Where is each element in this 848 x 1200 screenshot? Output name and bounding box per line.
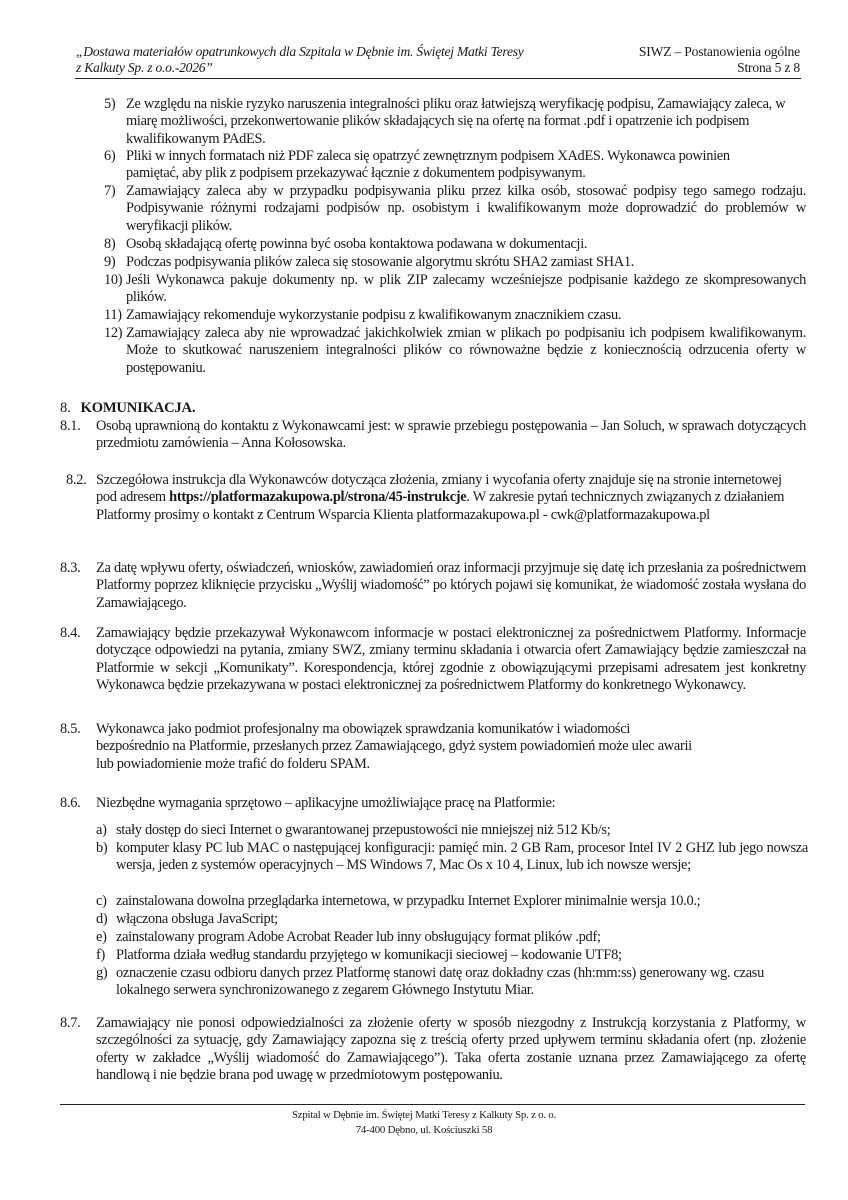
header-divider	[75, 78, 801, 79]
subsection-number: 8.3.	[60, 560, 81, 576]
requirement-text: Platforma działa według standardu przyjętego w komunikacji sieciowej – kodowanie UTF8;	[116, 947, 622, 963]
requirement-text: zainstalowany program Adobe Acrobat Reader lub inny obsługujący format plików .pdf;	[116, 929, 601, 945]
requirement-item	[96, 965, 808, 1000]
subsection-text: Osobą uprawnioną do kontaktu z Wykonawcami jest: w sprawie przebiegu postępowania – Jan Soluch, w sprawach dotyczących przedmiotu zamówienia – Anna Kołosowska.	[96, 418, 806, 452]
list-item-number: 5)	[104, 96, 116, 112]
list-item-number: 8)	[104, 236, 116, 252]
footer-address: 74-400 Dębno, ul. Kościuszki 58	[355, 1124, 493, 1136]
list-item-number: 7)	[104, 183, 116, 199]
requirement-item	[96, 911, 808, 928]
subsection-text: Zamawiający będzie przekazywał Wykonawcom informacje w postaci elektronicznej za pośrednictwem Platformy. Informacje dotyczące odpowiedzi na pytania, zmiany SWZ, zmiany terminu składania i otwarcia ofert Zamawiający będzie zamieszczał na Platformie w sekcji „Komunikaty”. Korespondencja, której zgodnie z obowiązującymi przepisami adresatem jest konkretny Wykonawca będzie przekazywana w postaci elektronicznej za pośrednictwem Platformy do konkretnego Wykonawcy.	[96, 625, 806, 694]
subsection-number: 8.2.	[66, 472, 87, 488]
subsection-8-5	[60, 721, 806, 773]
requirement-text: oznaczenie czasu odbioru danych przez Platformę stanowi datę oraz dokładny czas (hh:mm:ss) generowany wg. czasu lokalnego serwera synchronizowanego z zegarem Głównego Instytutu Miar.	[116, 965, 764, 999]
list-item-number: 11)	[104, 307, 122, 323]
requirement-item	[96, 822, 808, 839]
subsection-number: 8.5.	[60, 721, 81, 737]
list-item-text: Zamawiający zaleca aby nie wprowadzać jakichkolwiek zmian w plikach po podpisaniu ich podpisem kwalifikowanym. Może to skutkować naruszeniem integralności plików co równoważne będzie z koniecznością odrzucenia oferty w postępowaniu.	[126, 325, 806, 376]
list-item-number: 9)	[104, 254, 116, 270]
footer-divider	[60, 1104, 805, 1105]
list-item-number: 6)	[104, 148, 116, 164]
list-item-number: 12)	[104, 325, 123, 341]
requirement-item	[96, 947, 808, 964]
list-item-text: Zamawiający rekomenduje wykorzystanie podpisu z kwalifikowanym znacznikiem czasu.	[126, 307, 622, 323]
requirement-text: komputer klasy PC lub MAC o następującej konfiguracji: pamięć min. 2 GB Ram, procesor Intel IV 2 GHZ lub jego nowsza wersja, jeden z systemów operacyjnych – MS Windows 7, Mac Os x 10 4, Linux, lub ich nowsze wersje;	[116, 840, 808, 874]
subsection-text: Niezbędne wymagania sprzętowo – aplikacyjne umożliwiające pracę na Platformie:	[96, 795, 556, 811]
section-heading	[60, 400, 195, 417]
header-title-line2: z Kalkuty Sp. z o.o.-2026”	[76, 60, 213, 75]
page-footer	[0, 1108, 848, 1138]
page-number: Strona 5 z 8	[737, 60, 800, 75]
subsection-8-1	[60, 418, 806, 453]
header-title	[76, 44, 596, 76]
requirement-letter: c)	[96, 893, 107, 909]
requirement-letter: e)	[96, 929, 107, 945]
footer-company: Szpital w Dębnie im. Świętej Matki Teresy z Kalkuty Sp. z o. o.	[291, 1109, 557, 1121]
list-item	[104, 148, 806, 183]
header-title-line1: „Dostawa materiałów opatrunkowych dla Szpitala w Dębnie im. Świętej Matki Teresy	[76, 44, 524, 59]
requirement-letter: b)	[96, 840, 108, 856]
subsection-number: 8.1.	[60, 418, 81, 434]
subsection-8-4	[60, 625, 806, 695]
subsection-text-line1: Wykonawca jako podmiot profesjonalny ma obowiązek sprawdzania komunikatów i wiadomości	[96, 721, 631, 737]
list-item	[104, 96, 806, 148]
list-item	[104, 183, 806, 235]
subsection-number: 8.4.	[60, 625, 81, 641]
requirement-letter: f)	[96, 947, 105, 963]
list-item	[104, 254, 806, 271]
subsection-8-3	[60, 560, 806, 612]
subsection-number: 8.7.	[60, 1015, 81, 1031]
requirement-item	[96, 893, 808, 910]
subsection-8-2	[66, 472, 806, 524]
subsection-text	[60, 721, 806, 773]
list-item-text: Jeśli Wykonawca pakuje dokumenty np. w plik ZIP zalecamy wcześniejsze podpisanie każdego ze skompresowanych plików.	[126, 272, 806, 306]
subsection-number: 8.6.	[60, 795, 81, 811]
header-section-name: SIWZ – Postanowienia ogólne	[638, 44, 800, 59]
requirement-letter: g)	[96, 965, 108, 981]
subsection-8-7	[60, 1015, 806, 1085]
requirement-text: włączona obsługa JavaScript;	[116, 911, 278, 927]
section-number: 8.	[60, 400, 71, 416]
requirement-item	[96, 929, 808, 946]
subsection-text-line2: bezpośrednio na Platformie, przesłanych przez Zamawiającego, gdyż system powiadomień może ulec awarii	[96, 738, 692, 755]
subsection-text: Zamawiający nie ponosi odpowiedzialności za złożenie oferty w sposób niezgodny z Instrukcją korzystania z Platformy, w szczególności za sytuację, gdy Zamawiający zapozna się z treścią oferty przed upływem terminu składania ofert (np. złożenie oferty w zakładce „Wyślij wiadomość do Zamawiającego”). Taka oferta zostanie uznana przez Zamawiającego za ofertę handlową i nie będzie brana pod uwagę w przedmiotowym postępowaniu.	[96, 1015, 806, 1084]
list-item-text: Zamawiający zaleca aby w przypadku podpisywania pliku przez kilka osób, stosować podpisy tego samego rodzaju. Podpisywanie różnymi rodzajami podpisów np. osobistym i kwalifikowanym może doprowadzić do problemów w weryfikacji plików.	[126, 183, 806, 234]
subsection-text	[66, 472, 786, 524]
list-item	[104, 272, 806, 307]
list-item-text: Osobą składającą ofertę powinna być osoba kontaktowa podawana w dokumentacji.	[126, 236, 588, 252]
subsection-text-before: Szczegółowa instrukcja dla Wykonawców dotycząca złożenia, zmiany i wycofania oferty znajduje się na stronie internetowej pod adresem	[96, 472, 782, 506]
list-item-text: Pliki w innych formatach niż PDF zaleca się opatrzyć zewnętrznym podpisem XAdES. Wykonawca powinien pamiętać, aby plik z podpisem przekazywać łącznie z dokumentem podpisywanym.	[126, 148, 730, 182]
instructions-link[interactable]: https://platformazakupowa.pl/strona/45-instrukcje	[169, 489, 467, 506]
subsection-text: Za datę wpływu oferty, oświadczeń, wniosków, zawiadomień oraz informacji przyjmuje się datę ich przesłania za pośrednictwem Platformy poprzez kliknięcie przycisku „Wyślij wiadomość” po których pojawi się komunikat, że wiadomość została wysłana do Zamawiającego.	[96, 560, 806, 611]
section-title: KOMUNIKACJA.	[80, 400, 196, 416]
requirement-text: zainstalowana dowolna przeglądarka internetowa, w przypadku Internet Explorer minimalnie wersja 10.0.;	[116, 893, 701, 909]
subsection-text-after: . W zakresie pytań technicznych związanych z działaniem Platformy prosimy o kontakt z Centrum Wsparcia Klienta platformazakupowa.pl - cwk@platformazakupowa.pl	[96, 489, 785, 523]
header-section-info	[639, 44, 800, 76]
requirement-item	[96, 840, 808, 875]
subsection-text-line3: lub powiadomienie może trafić do folderu SPAM.	[96, 755, 370, 772]
list-item-text: Ze względu na niskie ryzyko naruszenia integralności pliku oraz łatwiejszą weryfikację podpisu, Zamawiający zaleca, w miarę możliwości, przekonwertowanie plików składających się na ofertę na format .pdf i opatrzenie ich podpisem kwalifikowanym PAdES.	[126, 96, 786, 147]
list-item-text: Podczas podpisywania plików zaleca się stosowanie algorytmu skrótu SHA2 zamiast SHA1.	[126, 254, 635, 270]
list-item	[104, 325, 806, 377]
subsection-8-6	[60, 795, 806, 812]
list-item	[104, 236, 806, 253]
list-item	[104, 307, 806, 324]
requirement-text: stały dostęp do sieci Internet o gwarantowanej przepustowości nie mniejszej niż 512 Kb/s;	[116, 822, 611, 838]
list-item-number: 10)	[104, 272, 123, 288]
requirement-letter: a)	[96, 822, 107, 838]
requirement-letter: d)	[96, 911, 108, 927]
